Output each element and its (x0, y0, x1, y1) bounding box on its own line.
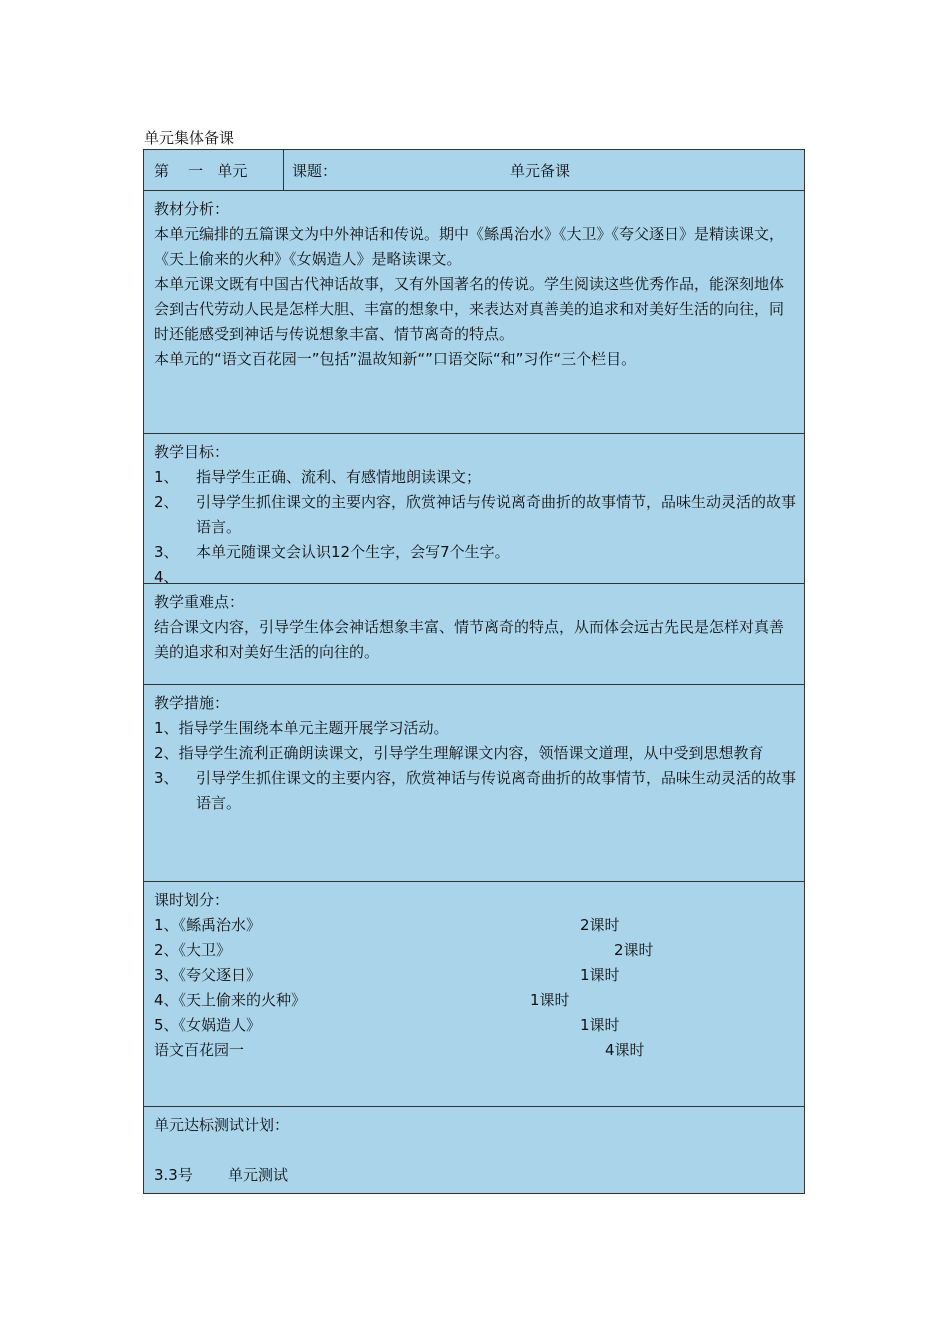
lesson-name: 3、《夸父逐日》 (154, 966, 262, 984)
measure-item: 1、指导学生围绕本单元主题开展学习活动。 (154, 719, 449, 737)
schedule-heading: 课时划分： (154, 891, 230, 909)
lesson-hours: 2课时 (580, 916, 620, 934)
table-header-row (144, 150, 804, 190)
test-plan-heading: 单元达标测试计划： (154, 1116, 290, 1134)
test-plan-section (144, 1106, 804, 1193)
schedule-row (154, 938, 796, 963)
schedule-row (154, 913, 796, 938)
measures-heading: 教学措施： (154, 694, 230, 712)
topic-value: 单元备课 (510, 161, 571, 180)
goal-item (154, 540, 796, 565)
goals-section (144, 433, 804, 586)
unit-cell (144, 150, 284, 190)
lesson-hours: 1课时 (530, 991, 570, 1009)
topic-label: 课题： (292, 161, 338, 180)
schedule-row (154, 988, 796, 1013)
lesson-hours: 1课时 (580, 966, 620, 984)
analysis-paragraph: 本单元课文既有中国古代神话故事，又有外国著名的传说。学生阅读这些优秀作品，能深刻地体会到古代劳动人民是怎样大胆、丰富的想象中，来表达对真善美的追求和对美好生活的向往，同时还能感受到神话与传说想象丰富、情节离奇的特点。 (154, 275, 785, 343)
lesson-hours: 2课时 (614, 941, 654, 959)
test-plan-row (154, 1163, 796, 1188)
spacer (154, 1138, 796, 1163)
goal-item (154, 465, 796, 490)
goal-number: 1、 (154, 468, 179, 486)
goal-text: 指导学生正确、流利、有感情地朗读课文； (196, 468, 482, 486)
measures-section (144, 684, 804, 881)
lesson-name: 语文百花园一 (154, 1041, 245, 1059)
lesson-name: 2、《大卫》 (154, 941, 232, 959)
goal-number: 4、 (154, 568, 179, 586)
analysis-heading: 教材分析： (154, 200, 230, 218)
schedule-row (154, 1013, 796, 1038)
goal-number: 3、 (154, 543, 179, 561)
goal-item (154, 490, 796, 540)
key-points-text: 结合课文内容，引导学生体会神话想象丰富、情节离奇的特点，从而体会远古先民是怎样对真善美的追求和对美好生活的向往的。 (154, 618, 785, 661)
document-title: 单元集体备课 (144, 129, 235, 147)
unit-label: 第 一 单元 (154, 161, 248, 180)
lesson-name: 4、《天上偷来的火种》 (154, 991, 307, 1009)
schedule-row (154, 1038, 796, 1063)
measure-item (154, 766, 796, 816)
schedule-section (144, 881, 804, 1106)
test-date: 3.3号 (154, 1166, 193, 1184)
goal-text: 引导学生抓住课文的主要内容，欣赏神话与传说离奇曲折的故事情节，品味生动灵活的故事语言。 (196, 493, 797, 536)
test-item: 单元测试 (228, 1166, 289, 1184)
analysis-paragraph: 本单元编排的五篇课文为中外神话和传说。期中《鲧禹治水》《大卫》《夸父逐日》是精读课文，《天上偷来的火种》《女娲造人》是略读课文。 (154, 225, 785, 268)
lesson-hours: 1课时 (580, 1016, 620, 1034)
goal-text: 本单元随课文会认识12个生字，会写7个生字。 (196, 543, 510, 561)
measure-text: 引导学生抓住课文的主要内容，欣赏神话与传说离奇曲折的故事情节，品味生动灵活的故事语言。 (196, 769, 797, 812)
analysis-section (144, 190, 804, 433)
measure-item: 2、指导学生流利正确朗读课文，引导学生理解课文内容，领悟课文道理，从中受到思想教育 (154, 744, 764, 762)
lesson-plan-table (143, 149, 805, 1194)
topic-cell (284, 150, 804, 190)
goals-heading: 教学目标： (154, 443, 230, 461)
key-points-section (144, 583, 804, 684)
schedule-row (154, 963, 796, 988)
analysis-paragraph: 本单元的“语文百花园一”包括”温故知新“”口语交际“和”习作“三个栏目。 (154, 350, 637, 368)
key-points-heading: 教学重难点： (154, 593, 245, 611)
measure-number: 3、 (154, 769, 179, 787)
goal-number: 2、 (154, 493, 179, 511)
lesson-name: 5、《女娲造人》 (154, 1016, 262, 1034)
lesson-name: 1、《鲧禹治水》 (154, 916, 262, 934)
lesson-hours: 4课时 (605, 1041, 645, 1059)
